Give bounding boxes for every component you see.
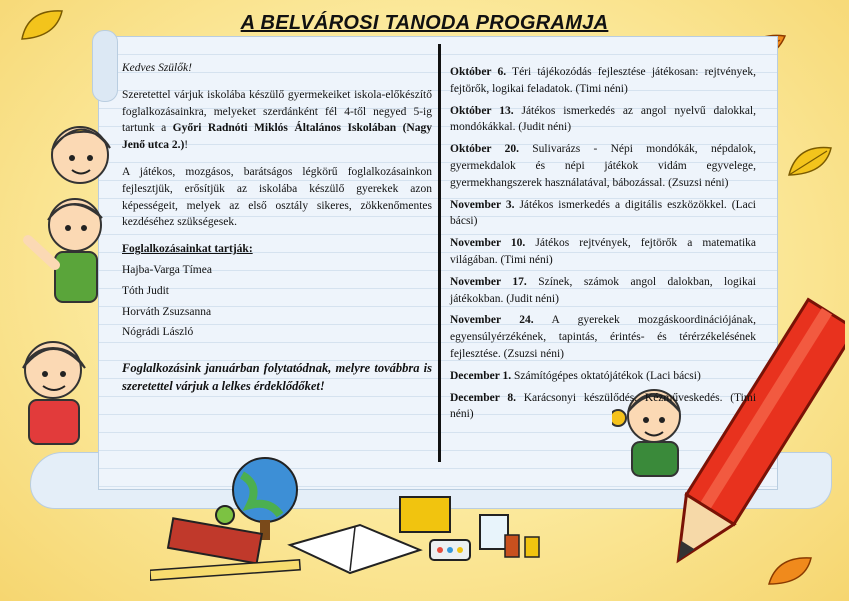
event-text: Színek, számok angol dalokban, logikai játékokban. (Judit néni)	[450, 275, 756, 305]
greeting: Kedves Szülők!	[122, 62, 192, 74]
schedule-item	[450, 274, 756, 308]
event-date: November 3.	[450, 198, 515, 211]
intro-paragraph	[122, 87, 432, 154]
schedule-item	[450, 103, 756, 137]
event-text: Játékos rejtvények, fejtörők a matematika világában. (Timi néni)	[450, 237, 756, 266]
schedule-column	[450, 64, 756, 428]
event-text: Számítógépes oktatójátékok (Laci bácsi)	[513, 369, 701, 382]
event-date: November 24.	[450, 314, 534, 327]
event-date: December 8.	[450, 391, 516, 404]
child-illustration	[5, 330, 100, 450]
event-date: November 10.	[450, 237, 526, 250]
event-date: December 1.	[450, 369, 512, 382]
scroll-curl	[92, 30, 118, 102]
staff-member: Horváth Zsuzsanna	[122, 305, 212, 318]
schedule-item	[450, 390, 756, 424]
schedule-item	[450, 312, 756, 362]
event-date: Október 20.	[450, 143, 519, 156]
column-divider	[438, 44, 441, 462]
schedule-item	[450, 368, 756, 385]
autumn-leaf-icon	[785, 140, 835, 185]
event-date: Október 6.	[450, 66, 507, 78]
intro-text: Szeretettel várjuk iskolába készülő gyermekeiket iskola-előkészítő foglalkozásainkra, melyeket szerdánként fél 4-től negyed 5-ig tartunk a	[122, 88, 432, 135]
event-text: Karácsonyi készülődés. Kézműveskedés. (Timi néni)	[450, 391, 757, 421]
staff-member: Nógrádi László	[122, 326, 194, 339]
event-text: Játékos ismerkedés az angol nyelvű dalokkal, mondókákkal. (Judit néni)	[450, 104, 756, 134]
event-text: A gyerekek mozgáskoordinációjának, egyensúlyérzékének, tapintás, érintés- és térérzékelésének fejlesztése. (Zsuzsi néni)	[450, 314, 756, 360]
schedule-item	[450, 141, 756, 191]
event-text: Játékos ismerkedés a digitális eszközökkel. (Laci bácsi)	[450, 198, 757, 228]
schedule-item	[450, 235, 756, 269]
closing-note: Foglalkozásink januárban folytatódnak, melyre továbbra is szeretettel várjuk a lelkes érdeklődőket!	[122, 361, 432, 394]
left-column	[122, 60, 432, 395]
intro-end: !	[184, 139, 189, 152]
intro-location: Győri Radnóti Miklós Általános Iskolában (Nagy Jenő utca 2.)	[122, 122, 432, 152]
staff-heading: Foglalkozásainkat tartják:	[122, 243, 253, 256]
staff-member: Tóth Judit	[122, 284, 169, 297]
schedule-item	[450, 64, 756, 98]
school-supplies-illustration	[150, 455, 570, 595]
child-illustration	[20, 190, 115, 310]
description-paragraph: A játékos, mozgásos, barátságos légkörű foglalkozásainkon fejlesztjük, erősítjük az iskolába készülő gyerekek azon képességeit, melyek az első osztály sikeres, zökkenőmentes kezdéséhez szükségesek.	[122, 165, 432, 229]
event-text: Téri tájékozódás fejlesztése játékosan: rejtvények, fejtörők, logikai feladatok. (Timi néni)	[450, 66, 756, 95]
event-date: November 17.	[450, 275, 527, 288]
schedule-item	[450, 197, 756, 231]
staff-member: Hajba-Varga Tímea	[122, 263, 212, 276]
event-date: Október 13.	[450, 104, 514, 117]
event-text: Sulivarázs - Népi mondókák, népdalok, gyermekdalok és népi játékok vidám egyvelege, gyermekhangszerek használatával, bábozással. (Zsuzsi néni)	[450, 143, 756, 189]
page-title: A BELVÁROSI TANODA PROGRAMJA	[240, 12, 609, 34]
